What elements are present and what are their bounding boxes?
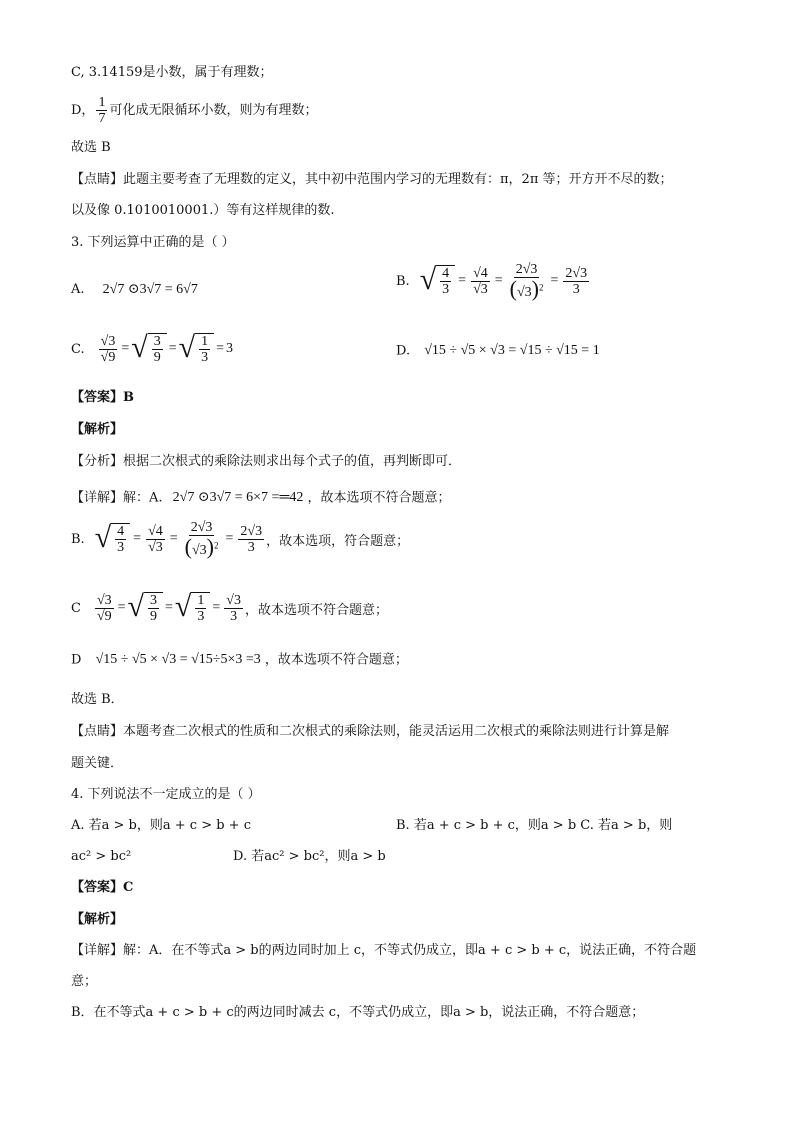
q3-option-d bbox=[396, 343, 600, 359]
answer-3: 【答案】B bbox=[71, 390, 134, 405]
frac-den: 7 bbox=[98, 111, 106, 126]
detail-3-c: C $\frac{√3}{√9}$ = √ $\frac{3}{9}$ = √ $\frac{1}{3}$ = $\frac{√3}{3}$ ，故本选项不符合题意； bbox=[71, 590, 388, 624]
comment-3-line-1: 【点睛】本题考查二次根式的性质和二次根式的乘除法则，能灵活运用二次根式的乘除法则进行计算是解 bbox=[71, 724, 670, 739]
analysis-3-fenxi: 【分析】根据二次根式的乘除法则求出每个式子的值，再判断即可． bbox=[71, 454, 462, 469]
detail-3-d: D √15 ÷ √5 × √3 = √15÷5×3 =3 ，故本选项不符合题意； bbox=[71, 650, 408, 671]
answer-4: 【答案】C bbox=[71, 880, 134, 895]
analysis-3-heading: 【解析】 bbox=[71, 422, 124, 437]
detail-4-line-1: 【详解】解：A．在不等式a > b的两边同时加上 c，不等式仍成立，即a + c > b + c，说法正确，不符合题 bbox=[71, 943, 697, 958]
fraction-one-seventh bbox=[96, 95, 107, 126]
q3-b-label: B. bbox=[396, 273, 410, 289]
choose-b-3: 故选 B． bbox=[71, 692, 124, 707]
detail-3-b: B. √ $\frac{4}{3}$ = $\frac{√4}{√3}$ = $\frac{2√3}{(√3)^2}$ = $\frac{2√3}{3}$ ，故本选项，符合题意； bbox=[71, 520, 410, 559]
question-4-title: 4. 下列说法不一定成立的是（ ） bbox=[71, 787, 261, 802]
d-prefix: D， bbox=[71, 102, 95, 118]
detail-3-a-expression: 2√7 ⊙3√7 = 6×7 =═42 bbox=[172, 490, 304, 505]
q3-option-c bbox=[71, 333, 233, 365]
analysis-4-heading: 【解析】 bbox=[71, 912, 124, 927]
d-suffix: 可化成无限循环小数，则为有理数； bbox=[109, 102, 318, 118]
q4-option-a: A. 若a > b，则a + c > b + c bbox=[71, 818, 251, 833]
q3-a-label: A. bbox=[71, 282, 85, 297]
sqrt-four-thirds: √ $\frac{4}{3}$ bbox=[420, 265, 455, 297]
q3-c-expression: $\frac{√3}{√9}$ = √ $\frac{3}{9}$ = √ $\frac{1}{3}$ = 3 bbox=[100, 331, 233, 365]
text-line-choose-b: 故选 B bbox=[71, 140, 111, 155]
question-3-title: 3. 下列运算中正确的是（ ） bbox=[71, 235, 235, 250]
q3-option-b bbox=[396, 262, 591, 300]
detail-3-b-expression: √ $\frac{4}{3}$ = $\frac{√4}{√3}$ = $\frac{2√3}{(√3)^2}$ = $\frac{2√3}{3}$ bbox=[94, 520, 263, 559]
q3-option-a bbox=[71, 281, 198, 298]
q4-option-d: D. 若ac² > bc²，则a > b bbox=[233, 849, 386, 864]
comment-line-1: 【点睛】此题主要考查了无理数的定义，其中初中范围内学习的无理数有：π，2π 等；开方开不尽的数； bbox=[71, 172, 673, 187]
q3-d-expression: √15 ÷ √5 × √3 = √15 ÷ √15 = 1 bbox=[424, 343, 600, 358]
q3-c-label: C. bbox=[71, 341, 85, 357]
q4-option-c-cont: ac² > bc² bbox=[71, 849, 132, 864]
detail-3-c-expression: $\frac{√3}{√9}$ = √ $\frac{3}{9}$ = √ $\frac{1}{3}$ = $\frac{√3}{3}$ bbox=[96, 590, 241, 624]
comment-line-2: 以及像 0.1010010001.）等有这样规律的数. bbox=[71, 203, 335, 218]
q3-a-expression: 2√7 ⊙3√7 = 6√7 bbox=[102, 282, 198, 297]
detail-3-d-expression: √15 ÷ √5 × √3 = √15÷5×3 =3 bbox=[95, 652, 261, 667]
detail-4-line-3: B．在不等式a + c > b + c的两边同时减去 c，不等式仍成立，即a > b，说法正确，不符合题意； bbox=[71, 1005, 645, 1020]
q4-option-b-c: B. 若a + c > b + c，则a > b C. 若a > b，则 bbox=[396, 818, 673, 833]
q3-b-expression: √ $\frac{4}{3}$ = $\frac{√4}{√3}$ = $\frac{2√3}{(√3)^2}$ = $\frac{2√3}{3}$ bbox=[419, 262, 588, 301]
comment-3-line-2: 题关键． bbox=[71, 756, 124, 771]
detail-3-a: 【详解】解：A. 2√7 ⊙3√7 = 6×7 =═42 ，故本选项不符合题意； bbox=[71, 488, 451, 509]
text-line-d-option bbox=[71, 95, 317, 126]
text-line-c-option: C, 3.14159是小数，属于有理数； bbox=[71, 65, 273, 80]
detail-4-line-2: 意； bbox=[71, 974, 98, 989]
frac-num: 1 bbox=[98, 95, 106, 110]
q3-d-label: D. bbox=[396, 343, 411, 359]
